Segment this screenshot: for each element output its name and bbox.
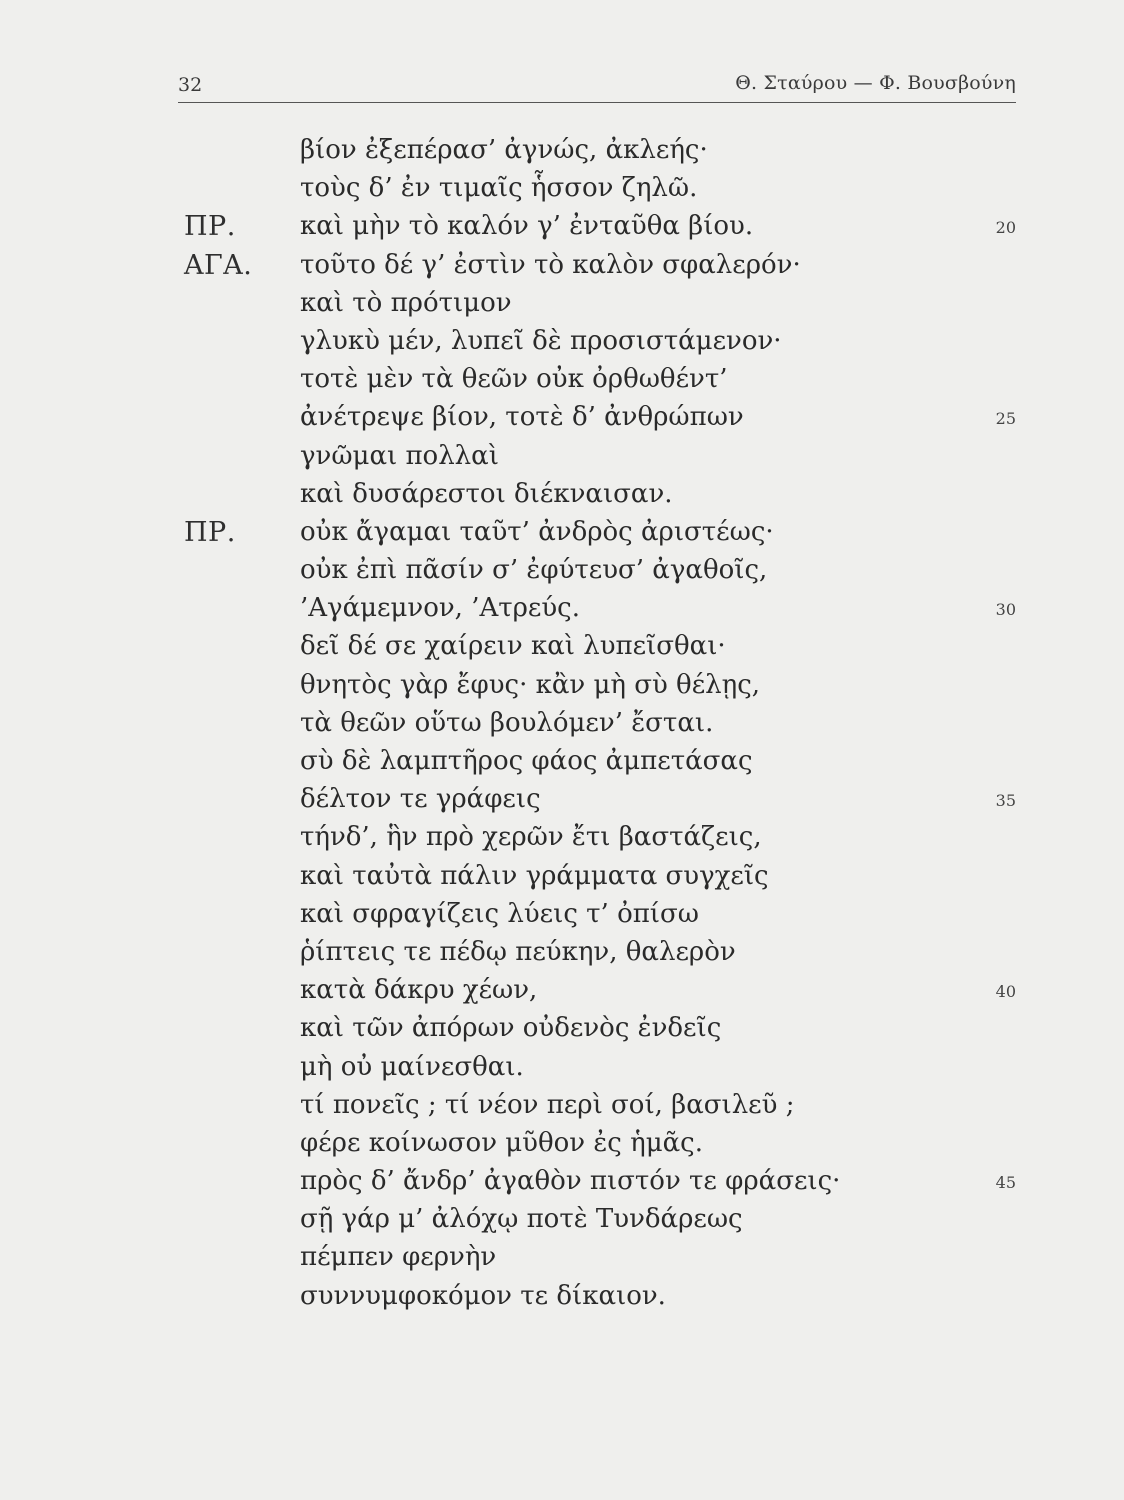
line-number: 40 xyxy=(995,982,1016,1002)
verse-line xyxy=(0,626,1124,664)
verse-text: οὐκ ἄγαμαι ταῦτ’ ἀνδρὸς ἀριστέως· xyxy=(300,516,774,547)
verse-line xyxy=(0,168,1124,206)
verse-line xyxy=(0,359,1124,397)
verse-text: καὶ σφραγίζεις λύεις τ’ ὀπίσω xyxy=(300,898,699,929)
verse-line xyxy=(0,1276,1124,1314)
verse-line xyxy=(0,588,1124,626)
line-number: 25 xyxy=(995,409,1016,429)
verse-text: οὐκ ἐπὶ πᾶσίν σ’ ἐφύτευσ’ ἀγαθοῖς, xyxy=(300,555,768,586)
verse-line xyxy=(0,206,1124,244)
verse-line xyxy=(0,245,1124,283)
verse-line xyxy=(0,741,1124,779)
verse-text: ’Αγάμεμνον, ’Ατρεύς. xyxy=(300,593,581,624)
verse-line xyxy=(0,1085,1124,1123)
verse-line xyxy=(0,856,1124,894)
line-number: 20 xyxy=(995,218,1016,238)
verse-text: τήνδ’, ἣν πρὸ χερῶν ἔτι βαστάζεις, xyxy=(300,822,762,853)
verse-line xyxy=(0,1161,1124,1199)
speaker-label: ΠΡ. xyxy=(184,211,236,243)
verse-line xyxy=(0,703,1124,741)
verse-text: τοὺς δ’ ἐν τιμαῖς ἧσσον ζηλῶ. xyxy=(300,173,698,204)
verse-text: καὶ τὸ πρότιμον xyxy=(300,287,512,318)
verse-line xyxy=(0,474,1124,512)
verse-text: θνητὸς γὰρ ἔφυς· κἂν μὴ σὺ θέλῃς, xyxy=(300,669,761,700)
verse-text: τί πονεῖς ; τί νέον περὶ σοί, βασιλεῦ ; xyxy=(300,1089,795,1120)
verse-line xyxy=(0,550,1124,588)
verse-text: δεῖ δέ σε χαίρειν καὶ λυπεῖσθαι· xyxy=(300,631,726,662)
verse-text: τοῦτο δέ γ’ ἐστὶν τὸ καλὸν σφαλερόν· xyxy=(300,249,801,280)
verse-text: καὶ τῶν ἀπόρων οὐδενὸς ἐνδεῖς xyxy=(300,1013,722,1044)
speaker-label: ΠΡ. xyxy=(184,516,236,548)
verse-text: τὰ θεῶν οὕτω βουλόμεν’ ἔσται. xyxy=(300,707,714,738)
verse-line xyxy=(0,779,1124,817)
verse-text: πρὸς δ’ ἄνδρ’ ἀγαθὸν πιστόν τε φράσεις· xyxy=(300,1166,841,1197)
verse-text: μὴ οὐ μαίνεσθαι. xyxy=(300,1051,524,1082)
verse-line xyxy=(0,397,1124,435)
verse-line xyxy=(0,130,1124,168)
verse-line xyxy=(0,665,1124,703)
verse-line xyxy=(0,932,1124,970)
verse-text: γλυκὺ μέν, λυπεῖ δὲ προσιστάμενον· xyxy=(300,325,782,356)
verse-line xyxy=(0,1123,1124,1161)
verse-line xyxy=(0,321,1124,359)
verse-text: βίον ἐξεπέρασ’ ἀγνώς, ἀκλεής· xyxy=(300,135,708,165)
line-number: 35 xyxy=(995,791,1016,811)
verse-line xyxy=(0,894,1124,932)
verse-line xyxy=(0,436,1124,474)
verse-text: ῥίπτεις τε πέδῳ πεύκην, θαλερὸν xyxy=(300,936,736,967)
header-rule xyxy=(178,102,1016,103)
speaker-label: ΑΓΑ. xyxy=(184,249,253,281)
verse-text: καὶ δυσάρεστοι διέκναισαν. xyxy=(300,478,673,509)
verse-text: καὶ μὴν τὸ καλόν γ’ ἐνταῦθα βίου. xyxy=(300,211,754,242)
verse-line xyxy=(0,1047,1124,1085)
verse-line xyxy=(0,817,1124,855)
verse-text: καὶ ταὐτὰ πάλιν γράμματα συγχεῖς xyxy=(300,860,769,891)
verse-text-block xyxy=(0,130,1124,1314)
verse-text: κατὰ δάκρυ χέων, xyxy=(300,975,538,1006)
verse-line xyxy=(0,1008,1124,1046)
verse-text: πέμπεν φερνὴν xyxy=(300,1242,497,1273)
verse-line xyxy=(0,970,1124,1008)
verse-line xyxy=(0,1237,1124,1275)
verse-line xyxy=(0,1199,1124,1237)
verse-text: φέρε κοίνωσον μῦθον ἐς ἡμᾶς. xyxy=(300,1127,703,1158)
verse-text: γνῶμαι πολλαὶ xyxy=(300,440,499,471)
verse-line xyxy=(0,283,1124,321)
running-head: Θ. Σταύρου — Φ. Βουσβούνη xyxy=(735,72,1016,94)
line-number: 30 xyxy=(995,600,1016,620)
verse-text: συννυμφοκόμον τε δίκαιον. xyxy=(300,1280,666,1311)
page-number: 32 xyxy=(178,74,203,96)
page-header xyxy=(178,68,1016,102)
line-number: 45 xyxy=(995,1173,1016,1193)
verse-text: σὺ δὲ λαμπτῆρος φάος ἀμπετάσας xyxy=(300,746,753,776)
verse-text: τοτὲ μὲν τὰ θεῶν οὐκ ὀρθωθέντ’ xyxy=(300,364,728,395)
verse-line xyxy=(0,512,1124,550)
verse-text: δέλτον τε γράφεις xyxy=(300,784,541,815)
verse-text: σῇ γάρ μ’ ἀλόχῳ ποτὲ Τυνδάρεως xyxy=(300,1204,743,1235)
verse-text: ἀνέτρεψε βίον, τοτὲ δ’ ἀνθρώπων xyxy=(300,402,744,433)
